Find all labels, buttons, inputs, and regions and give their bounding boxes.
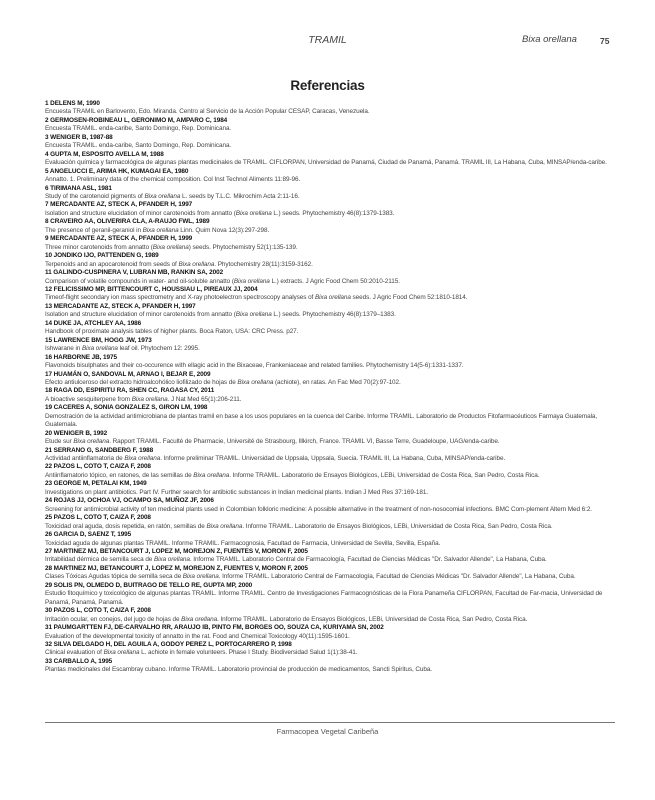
citation-text: L. seeds by T.L.C. Mikrochim Acta 2:11-16. (180, 192, 300, 200)
citation-text: Comparison of volatile compounds in water- and oil-soluble annatto ( (45, 277, 234, 285)
citation-text: Evaluation of the developmental toxicity of annatto in the rat. Food and Chemical Toxicology 40(11):1595-1601. (45, 632, 350, 640)
reference-heading: 26 GARCIA D, SAENZ T, 1995 (45, 531, 132, 539)
reference-citation (45, 159, 619, 167)
citation-text: . Informe TRAMIL. Laboratorio de Ensayos Biológicos, LEBi, Universidad de Costa Rica, San Pedro, Costa Rica. (242, 522, 553, 530)
species-name: Bixa orellana (314, 294, 351, 302)
reference-citation (45, 108, 619, 116)
reference-citation (45, 261, 619, 269)
citation-text: L.) seeds. Phytochemistry 46(8):1379–1383. (271, 311, 396, 319)
citation-text: Demostración de la actividad antimicrobiana de plantas tramil en base a los usos populares en la cuenca del Caribe. Informe TRAMIL. Laboratorio de Productos Fitofarmacéuticos Farmaya Guatemala, Guatemala. (45, 412, 598, 429)
reference-item (45, 641, 619, 658)
citation-text: Etude sur (45, 438, 74, 446)
reference-item (45, 447, 619, 464)
citation-text: Flavonoids bisulphates and their co-occurence with ellagic acid in the Bixaceae, Frankeniaceae and related families. Phytochemistry 14(5-6):1331-1337. (45, 362, 464, 370)
reference-item (45, 658, 619, 675)
citation-text: Actividad antiinflamatoria de (45, 455, 125, 463)
reference-item (45, 134, 619, 151)
reference-item (45, 624, 619, 641)
reference-citation (45, 142, 619, 150)
species-name: Bixa orellana (103, 649, 140, 657)
reference-heading: 7 MERCADANTE AZ, STECK A, PFANDER H, 1997 (45, 201, 193, 209)
reference-item (45, 168, 619, 185)
running-header-species: Bixa orellana (522, 34, 577, 45)
reference-citation (45, 455, 619, 463)
citation-text: . Informe TRAMIL. Laboratorio Central de Farmacología, Facultad de Ciencias Médicas "Dr. Salvador Allende", La Habana, Cuba. (218, 573, 576, 581)
reference-heading: 8 CRAVEIRO AA, OLIVERIRA CLA, A-RAUJO FWL, 1989 (45, 218, 210, 226)
reference-citation (45, 125, 619, 133)
species-name: Bixa orellana (178, 260, 215, 268)
species-name: Bixa orellana (131, 395, 168, 403)
species-name: Bixa orellana (182, 573, 219, 581)
citation-text: Estudio fitoquímico y toxicológico de algunas plantas TRAMIL. Informe TRAMIL. Centro de Investigaciones Farmacognósticas de la Flora Panameña CIFLORPAN, Facultad de Far-macia, Universidad de Panamá, Panamá, Panamá. (45, 590, 603, 606)
reference-item (45, 531, 619, 548)
reference-heading: 27 MARTINEZ MJ, BETANCOURT J, LOPEZ M, MOREJON Z, FUENTES V, MORON F, 2005 (45, 548, 308, 556)
reference-heading: 25 PAZOS L, COTO T, CAIZA F, 2008 (45, 514, 151, 522)
reference-item (45, 100, 619, 117)
reference-item (45, 607, 619, 624)
species-name: Bixa orellana (235, 311, 272, 319)
species-name: Bixa orellana (81, 345, 118, 353)
reference-heading: 15 LAWRENCE BM, HOGG JW, 1973 (45, 336, 152, 344)
citation-text: Clinical evaluation of (45, 649, 104, 657)
page-number: 75 (600, 36, 610, 46)
reference-heading: 1 DELENS M, 1990 (45, 100, 100, 107)
reference-heading: 12 FELICISSIMO MP, BITTENCOURT C, HOUSSIAU L, PIREAUX JJ, 2004 (45, 285, 258, 293)
citation-text: . Informe TRAMIL. Laboratorio de Ensayos Biológicos, LEBi, Universidad de Costa Rica, San Pedro, Costa Rica. (217, 615, 528, 623)
reference-item (45, 286, 619, 303)
citation-text: Encuesta TRAMIL. enda-caribe, Santo Domingo, Rep. Dominicana. (45, 125, 232, 133)
reference-heading: 33 CARBALLO A, 1995 (45, 657, 113, 665)
citation-text: The presence of geranil-geraniol in (45, 226, 143, 234)
reference-item (45, 480, 619, 497)
reference-citation (45, 176, 619, 184)
reference-item (45, 404, 619, 429)
reference-heading: 17 HUAMÁN O, SANDOVAL M, ARNAO I, BEJAR E, 2009 (45, 370, 211, 378)
reference-item (45, 201, 619, 218)
reference-item (45, 151, 619, 168)
citation-text: Linn. Quim Nova 12(3):297-298. (178, 226, 270, 234)
citation-text: Handbook of proximate analysis tables of higher plants. Boca Raton, USA: CRC Press. p27. (45, 328, 299, 336)
reference-heading: 4 GUPTA M, ESPOSITO AVELLA M, 1988 (45, 150, 164, 158)
species-name: Bixa orellana (233, 277, 270, 285)
species-name: Bixa orellana (206, 522, 243, 530)
citation-text: Study of the carotenoid pigments of (45, 192, 145, 200)
citation-text: Antiinflamatorio tópico, en ratones, de las semillas de (45, 471, 194, 479)
reference-item (45, 185, 619, 202)
species-name: Bixa orellana (237, 378, 274, 386)
reference-item (45, 303, 619, 320)
reference-item (45, 354, 619, 371)
reference-citation (45, 649, 619, 657)
reference-heading: 2 GERMOSEN-ROBINEAU L, GERONIMO M, AMPARO C, 1984 (45, 116, 228, 124)
reference-citation (45, 379, 619, 387)
reference-heading: 10 JONDIKO IJO, PATTENDEN G, 1989 (45, 252, 159, 260)
species-name: Bixa orellana (152, 243, 189, 251)
reference-heading: 18 RAGA DD, ESPIRITU RA, SHEN CC, RAGASA CY, 2011 (45, 387, 215, 395)
citation-text: ) seeds. Phytochemistry 52(1):135-139. (188, 243, 298, 251)
citation-text: . Informe TRAMIL. Laboratorio Central de Farmacología, Facultad de Ciencias Médicas "Dr. Salvador Allende", La Habana, Cuba. (189, 556, 547, 564)
reference-citation (45, 438, 619, 446)
reference-citation (45, 345, 619, 353)
reference-heading: 22 PAZOS L, COTO T, CAIZA F, 2008 (45, 463, 151, 471)
reference-citation (45, 666, 619, 674)
reference-citation (45, 506, 619, 514)
reference-heading: 13 MERCADANTE AZ, STECK A, PFANDER H, 1997 (45, 302, 196, 310)
reference-heading: 5 ANGELUCCI E, ARIMA HK, KUMAGAI EA, 1980 (45, 167, 189, 175)
reference-citation (45, 362, 619, 370)
species-name: Bixa orellana (142, 226, 179, 234)
reference-heading: 19 CACERES A, SONIA GONZALEZ S, GIRON LM, 1998 (45, 404, 208, 412)
reference-heading: 29 SOLIS PN, OLMEDO D, BUITRAGO DE TELLO RE, GUPTA MP, 2000 (45, 581, 253, 589)
citation-text: Irritación ocular, en conejos, del jugo de hojas de (45, 615, 182, 623)
reference-heading: 20 WENIGER B, 1992 (45, 429, 108, 437)
citation-text: Efecto antiulceroso del extracto hidroalcohólico liofilizado de hojas de (45, 378, 238, 386)
reference-item (45, 514, 619, 531)
reference-citation (45, 540, 619, 548)
citation-text: Encuesta TRAMIL en Barlovento, Edo. Miranda. Centro al Servicio de la Acción Popular CESAP, Caracas, Venezuela. (45, 108, 370, 116)
reference-item (45, 548, 619, 565)
citation-text: . J Nat Med 65(1):206-211. (167, 395, 242, 403)
reference-item (45, 387, 619, 404)
reference-item (45, 269, 619, 286)
reference-citation (45, 556, 619, 564)
citation-text: L. achiote in female volunteers. Phase I Study. Biodiversidad Salud 1(1):38-41. (139, 649, 358, 657)
species-name: Bixa orellana (124, 455, 161, 463)
citation-text: Terpenoids and an apocarotenoid from seeds of (45, 260, 179, 268)
reference-citation (45, 472, 619, 480)
reference-item (45, 565, 619, 582)
species-name: Bixa orellana (181, 615, 218, 623)
citation-text: Three minor carotenoids from annatto ( (45, 243, 153, 251)
reference-item (45, 582, 619, 607)
reference-citation (45, 616, 619, 624)
reference-citation (45, 193, 619, 201)
reference-citation (45, 590, 619, 607)
citation-text: A bioactive sesquiterpene from (45, 395, 132, 403)
section-title: Referencias (290, 78, 365, 93)
species-name: Bixa orellana (235, 209, 272, 217)
citation-text: Toxicidad oral aguda, dosis repetida, en ratón, semillas de (45, 522, 207, 530)
reference-heading: 11 GALINDO-CUSPINERA V, LUBRAN MB, RANKIN SA, 2002 (45, 269, 224, 277)
citation-text: . Informe TRAMIL. Laboratorio de Ensayos Biológicos, LEBi, Universidad de Costa Rica, San Pedro, Costa Rica. (229, 471, 540, 479)
citation-text: seeds. J Agric Food Chem 52:1810-1814. (350, 294, 468, 302)
reference-item (45, 320, 619, 337)
reference-heading: 30 PAZOS L, COTO T, CAIZA F, 2008 (45, 607, 151, 615)
species-name: Bixa orellana (193, 471, 230, 479)
reference-item (45, 337, 619, 354)
citation-text: L.) seeds. Phytochemistry 46(8):1379-1383. (271, 209, 395, 217)
reference-heading: 32 SILVA DELGADO H, DEL AGUILA A, GODOY PEREZ L, PORTOCARRERO P, 1998 (45, 641, 292, 648)
citation-text: . Informe preliminar TRAMIL. Universidad de Uppsala, Uppsala, Suecia. TRAMIL III, La Habana, Cuba, MINSAP/enda-caribe. (160, 455, 506, 463)
reference-heading: 14 DUKE JA, ATCHLEY AA, 1986 (45, 319, 142, 327)
reference-item (45, 218, 619, 235)
citation-text: Clases Tóxicas Agudas tópica de semilla seca de (45, 573, 183, 581)
reference-item (45, 371, 619, 388)
citation-text: Annatto. 1. Preliminary data of the chemical composition. Col Inst Technol Aliments 11:89-96. (45, 176, 301, 184)
reference-citation (45, 413, 619, 430)
reference-heading: 21 SERRANO G, SANDBERG F, 1988 (45, 446, 154, 454)
footer-divider (45, 722, 615, 723)
citation-text: Investigations on plant antibiotics. Part IV. Further search for antibiotic substances in Indian medicinal plants. Indian J Med Res 37:169-181. (45, 488, 428, 496)
citation-text: Toxicidad aguda de algunas plantas TRAMIL. Informe TRAMIL. Farmacognosia, Facultad de Farmacia, Universidad de Sevilla, Sevilla, España. (45, 539, 441, 547)
reference-heading: 28 MARTINEZ MJ, BETANCOURT J, LOPEZ M, MOREJON Z, FUENTES V, MORON F, 2005 (45, 564, 308, 572)
reference-citation (45, 328, 619, 336)
citation-text: Evaluación química y farmacológica de algunas plantas medicinales de TRAMIL. CIFLORPAN, Universidad de Panamá, Ciudad de Panamá, Panamá. TRAMIL III, La Habana, Cuba, MINSAP/enda-caribe. (45, 159, 607, 167)
reference-item (45, 117, 619, 134)
reference-heading: 23 GEORGE M, PETALAI KM, 1949 (45, 480, 147, 488)
reference-citation (45, 633, 619, 641)
citation-text: Encuesta TRAMIL. enda-caribe, Santo Domingo, Rep. Dominicana. (45, 142, 232, 150)
reference-citation (45, 210, 619, 218)
citation-text: . Rapport TRAMIL. Faculté de Pharmacie, Université de Strasbourg, Illkirch, France. TRAMIL VI, Basse Terre, Guadeloupe, UAG/enda-caribe. (109, 438, 500, 446)
citation-text: Timeof-flight secondary ion mass spectrometry and X-ray photoelectron spectroscopy analyses of (45, 294, 315, 302)
reference-citation (45, 396, 619, 404)
reference-heading: 6 TIRIMANA ASL, 1981 (45, 184, 112, 192)
reference-citation (45, 227, 619, 235)
citation-text: Irritabilidad dérmica de semilla seca de (45, 556, 154, 564)
reference-item (45, 430, 619, 447)
reference-item (45, 252, 619, 269)
species-name: Bixa orellana (144, 192, 181, 200)
citation-text: Isolation and structure elucidation of minor carotenoids from annatto ( (45, 311, 236, 319)
species-name: Bixa orellana (73, 438, 110, 446)
citation-text: Ishwarane in (45, 345, 82, 353)
reference-list (45, 100, 619, 675)
citation-text: leaf oil. Phytochem 12: 2995. (117, 345, 200, 353)
reference-heading: 24 ROJAS JJ, OCHOA VJ, OCAMPO SA, MUÑOZ JF, 2006 (45, 497, 214, 505)
citation-text: (achiote), en ratas. An Fac Med 70(2):97-102. (273, 378, 401, 386)
citation-text: Screening for antimicrobial activity of ten medicinal plants used in Colombian folkloric medicine: A possible alternative in the treatment of non-nosocomial infections. BMC Com-plement Altern Med 6:2. (45, 505, 593, 513)
reference-heading: 9 MERCADANTE AZ, STECK A, PFANDER H, 1999 (45, 235, 193, 243)
reference-citation (45, 278, 619, 286)
reference-item (45, 235, 619, 252)
reference-citation (45, 573, 619, 581)
footer-text: Farmacopea Vegetal Caribeña (276, 727, 379, 736)
reference-heading: 31 PAUMGARTTEN FJ, DE-CARVALHO RR, ARAUJO IB, PINTO FM, BORGES OO, SOUZA CA, KURIYAMA SN, 2002 (45, 624, 384, 632)
species-name: Bixa orellana (153, 556, 190, 564)
reference-citation (45, 311, 619, 319)
reference-heading: 16 HARBORNE JB, 1975 (45, 353, 117, 361)
reference-citation (45, 523, 619, 531)
citation-text: Isolation and structure elucidation of minor carotenoids from annatto ( (45, 209, 236, 217)
reference-citation (45, 244, 619, 252)
reference-item (45, 463, 619, 480)
reference-heading: 3 WENIGER B, 1987-88 (45, 133, 113, 141)
citation-text: . Phytochemistry 28(11):3159-3162. (214, 260, 313, 268)
reference-item (45, 497, 619, 514)
running-header-title: TRAMIL (308, 34, 347, 46)
citation-text: Plantas medicinales del Escambray cubano. Informe TRAMIL. Laboratorio provincial de producción de medicamentos, Sancti Spiritus, Cuba. (45, 666, 433, 674)
citation-text: L.) extracts. J Agric Food Chem 50:2010-2115. (269, 277, 400, 285)
reference-citation (45, 294, 619, 302)
